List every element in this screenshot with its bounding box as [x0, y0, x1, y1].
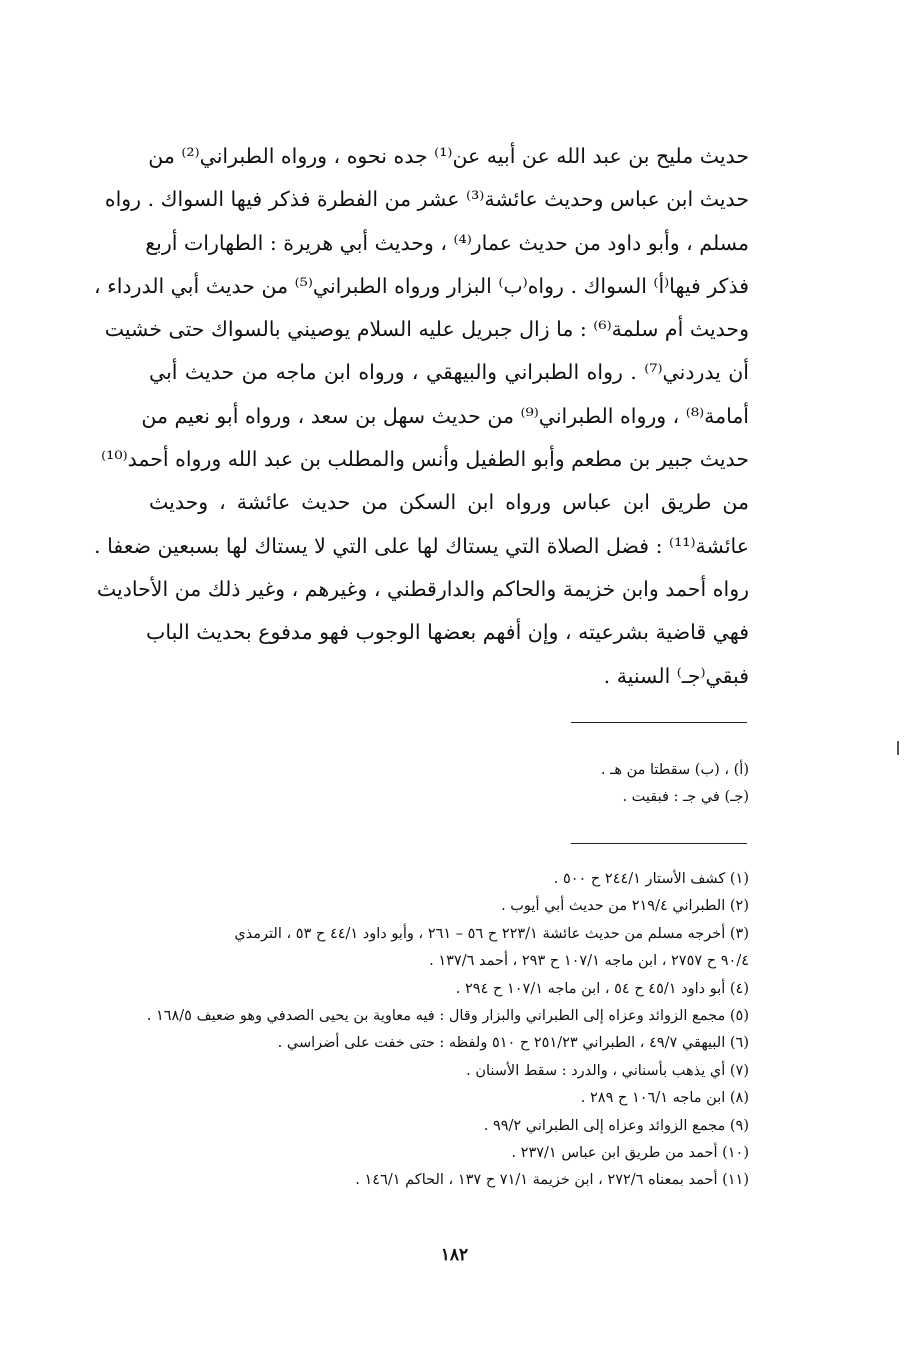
- footnote-continuation: ٩٠/٤ ح ٢٧٥٧ ، ابن ماجه ١٠٧/١ ح ٢٩٣ ، أحمد ١٣٧/٦ .: [429, 953, 749, 970]
- footnote: (١١) أحمد بمعناه ٢٧٢/٦ ، ابن خزيمة ٧١/١ ح ١٣٧ ، الحاكم ١٤٦/١ .: [355, 1172, 749, 1189]
- footnote: (١) كشف الأستار ٢٤٤/١ ح ٥٠٠ .: [553, 871, 749, 887]
- main-text-line: من طريق ابن عباس ورواه ابن السكن من حديث عائشة ، وحديث: [149, 490, 749, 515]
- footnote: (٨) ابن ماجه ١٠٦/١ ح ٢٨٩ .: [580, 1090, 749, 1107]
- main-text-line: مسلم ، وأبو داود من حديث عمار⁽⁴⁾ ، وحديث أبي هريرة : الطهارات أربع: [145, 230, 749, 255]
- page-number: ١٨٢: [440, 1245, 469, 1265]
- main-text-line: حديث ابن عباس وحديث عائشة⁽³⁾ عشر من الفطرة فذكر فيها السواك . رواه: [104, 187, 749, 212]
- main-text-line: حديث مليح بن عبد الله عن أبيه عن⁽¹⁾ جده نحوه ، ورواه الطبراني⁽²⁾ من: [148, 144, 749, 168]
- variant-notes: [99, 757, 749, 812]
- main-text: [93, 135, 749, 698]
- main-text-line: فبقي⁽جـ⁾ السنية .: [603, 663, 749, 688]
- footnote: (١٠) أحمد من طريق ابن عباس ٢٣٧/١ .: [511, 1144, 749, 1161]
- separator-rule: [571, 722, 747, 723]
- main-text-line: وحديث أم سلمة⁽⁶⁾ : ما زال جبريل عليه السلام يوصيني بالسواك حتى خشيت: [104, 317, 749, 342]
- footnote: (٥) مجمع الزوائد وعزاه إلى الطبراني والبزار وقال : فيه معاوية بن يحيى الصدفي وهو ضعيف ١٦٨/٥ .: [146, 1007, 749, 1024]
- footnote: (٢) الطبراني ٢١٩/٤ من حديث أبي أيوب .: [501, 898, 749, 915]
- main-text-line: فهي قاضية بشرعيته ، وإن أفهم بعضها الوجوب فهو مدفوع بحديث الباب: [146, 620, 749, 645]
- footnote: (٩) مجمع الزوائد وعزاه إلى الطبراني ٩٩/٢ .: [483, 1117, 749, 1134]
- footnote: (٧) أي يذهب بأسناني ، والدرد : سقط الأسنان .: [466, 1062, 749, 1079]
- main-text-line: أمامة⁽⁸⁾ ، ورواه الطبراني⁽⁹⁾ من حديث سهل بن سعد ، ورواه أبو نعيم من: [141, 403, 749, 428]
- variant-note: (جـ) في جـ : فبقيت .: [622, 789, 749, 806]
- footnotes: [99, 866, 749, 1195]
- separator-rule: [571, 843, 747, 844]
- footnote: (٤) أبو داود ٤٥/١ ح ٥٤ ، ابن ماجه ١٠٧/١ ح ٢٩٤ .: [455, 980, 749, 997]
- main-text-line: فذكر فيها⁽أ⁾ السواك . رواه⁽ب⁾ البزار ورواه الطبراني⁽⁵⁾ من حديث أبي الدرداء ،: [93, 273, 749, 298]
- footnote: (٦) البيهقي ٤٩/٧ ، الطبراني ٢٥١/٢٣ ح ٥١٠ ولفظه : حتى خفت على أضراسي .: [277, 1035, 749, 1052]
- footnote: (٣) أخرجه مسلم من حديث عائشة ٢٢٣/١ ح ٥٦ – ٢٦١ ، وأبو داود ٤٤/١ ح ٥٣ ، الترمذي: [234, 925, 749, 942]
- main-text-line: عائشة⁽¹¹⁾ : فضل الصلاة التي يستاك لها على التي لا يستاك لها بسبعين ضعفا .: [94, 533, 749, 558]
- scan-mark: [897, 741, 899, 755]
- variant-note: (أ) ، (ب) سقطتا من هـ .: [600, 762, 749, 778]
- main-text-line: رواه أحمد وابن خزيمة والحاكم والدارقطني ، وغيرهم ، وغير ذلك من الأحاديث: [96, 576, 749, 601]
- main-text-line: أن يدردني⁽⁷⁾ . رواه الطبراني والبيهقي ، ورواه ابن ماجه من حديث أبي: [149, 360, 749, 385]
- main-text-line: حديث جبير بن مطعم وأبو الطفيل وأنس والمطلب بن عبد الله ورواه أحمد⁽¹⁰⁾: [101, 447, 749, 472]
